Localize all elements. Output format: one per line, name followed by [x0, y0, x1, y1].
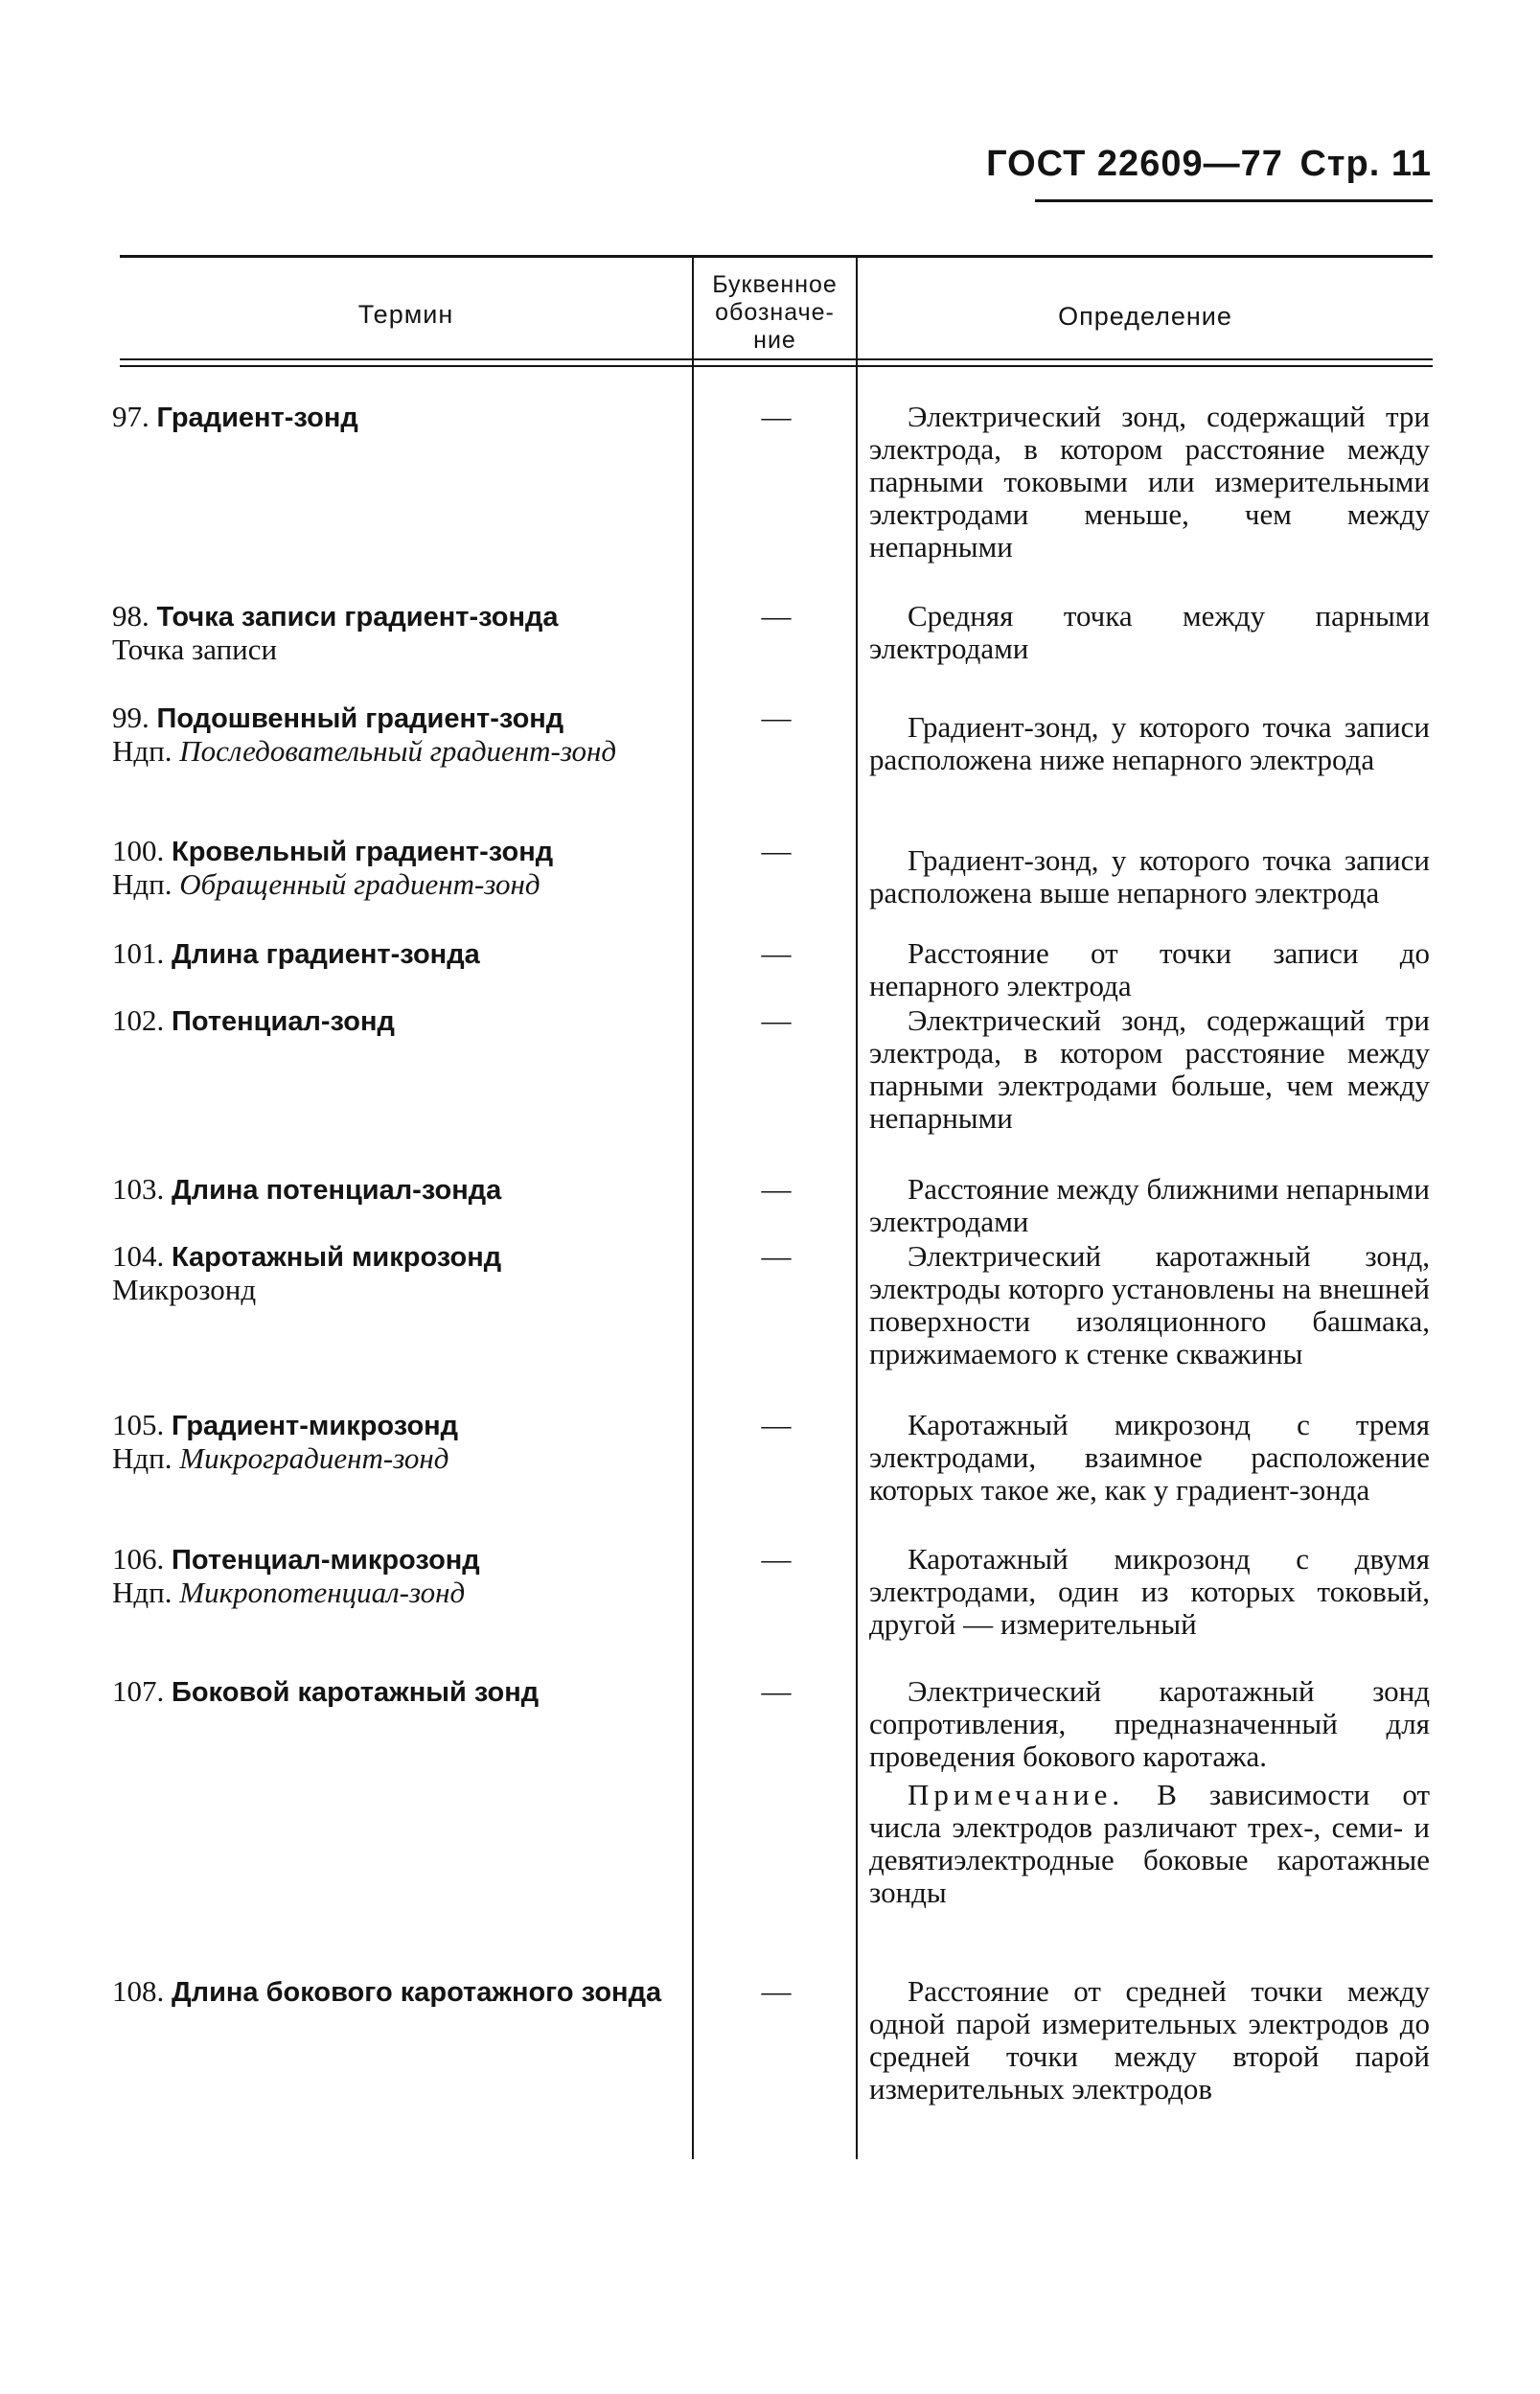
term-name: Длина градиент-зонда	[172, 939, 480, 970]
definition-cell: Градиент-зонд, у которого точка записи расположена ниже непарного электрода	[869, 710, 1430, 776]
term-synonym: Точка записи	[112, 633, 278, 666]
table-top-rule	[120, 255, 1433, 258]
term-cell	[112, 1543, 672, 1609]
term-synonym: Микрозонд	[112, 1273, 257, 1306]
definition-cell: Каротажный микрозонд с двумя электродами, один из которых токовый, другой — измерительный	[869, 1542, 1430, 1641]
term-number: 105.	[112, 1408, 165, 1441]
term-name: Потенциал-зонд	[172, 1006, 395, 1037]
note-label: Примечание.	[908, 1778, 1125, 1811]
ndp-value: Микропотенциал-зонд	[179, 1576, 466, 1609]
term-number: 107.	[112, 1674, 165, 1708]
symbol-cell: —	[761, 701, 792, 734]
term-number: 106.	[112, 1542, 165, 1576]
term-cell	[112, 401, 672, 434]
note-text: В зависимости от числа электродов различают трех-, семи- и девятиэлектродные боковые каротажные зонды	[869, 1778, 1430, 1909]
term-name: Боковой каротажный зонд	[172, 1677, 540, 1708]
term-name: Каротажный микрозонд	[172, 1242, 502, 1273]
symbol-cell: —	[761, 1542, 792, 1576]
term-number: 102.	[112, 1003, 165, 1037]
column-divider-1	[692, 257, 694, 2159]
term-name: Градиент-зонд	[156, 403, 358, 433]
definition-cell: Средняя точка между парными электродами	[869, 599, 1430, 665]
term-ndp	[112, 868, 672, 901]
term-number: 100.	[112, 834, 165, 867]
term-name: Точка записи градиент-зонда	[156, 602, 559, 633]
page-number: Стр. 11	[1299, 144, 1432, 184]
definition-cell: Каротажный микрозонд с тремя электродами, взаимное расположение которых такое же, как у градиент-зонда	[869, 1408, 1430, 1507]
term-cell	[112, 702, 672, 768]
ndp-label: Ндп.	[112, 867, 172, 901]
definition-note	[869, 1779, 1430, 1909]
definition-cell: Электрический зонд, содержащий три электрода, в котором расстояние между парными токовыми или измерительными электродами меньше, чем между непарными	[869, 400, 1430, 564]
term-name: Потенциал-микрозонд	[172, 1545, 480, 1576]
symbol-cell: —	[761, 936, 792, 970]
ndp-label: Ндп.	[112, 1441, 172, 1475]
definition-cell: Электрический каротажный зонд, электроды которго установлены на внешней поверхности изоляционного башмака, прижимаемого к стенке скважины	[869, 1239, 1430, 1370]
term-ndp	[112, 1442, 672, 1475]
term-number: 104.	[112, 1239, 165, 1273]
term-number: 103.	[112, 1172, 165, 1206]
term-cell	[112, 1975, 672, 2009]
column-header-term: Термин	[357, 300, 454, 329]
term-number: 99.	[112, 701, 149, 734]
term-ndp	[112, 1577, 672, 1609]
term-number: 97.	[112, 400, 149, 433]
definition-text: Электрический каротажный зонд сопротивления, предназначенный для проведения бокового каротажа.	[869, 1674, 1430, 1773]
column-header-definition: Определение	[1058, 302, 1232, 331]
ndp-value: Микроградиент-зонд	[179, 1441, 449, 1475]
definition-cell: Электрический зонд, содержащий три электрода, в котором расстояние между парными электродами больше, чем между непарными	[869, 1003, 1430, 1135]
table-header-rule-2	[120, 365, 1433, 367]
term-cell	[112, 835, 672, 901]
standard-number: ГОСТ 22609—77	[986, 144, 1283, 184]
symbol-cell: —	[761, 1974, 792, 2008]
definition-cell	[869, 1675, 1430, 1909]
symbol-cell: —	[761, 834, 792, 867]
term-cell	[112, 1173, 672, 1207]
ndp-label: Ндп.	[112, 1576, 172, 1609]
term-cell	[112, 1409, 672, 1475]
term-cell	[112, 1004, 672, 1038]
symbol-cell: —	[761, 400, 792, 433]
term-name: Кровельный градиент-зонд	[172, 837, 554, 867]
term-cell	[112, 600, 672, 666]
term-name: Длина потенциал-зонда	[172, 1175, 502, 1206]
symbol-cell: —	[761, 1003, 792, 1037]
definition-cell: Расстояние от точки записи до непарного электрода	[869, 936, 1430, 1002]
term-number: 101.	[112, 936, 165, 970]
term-name: Длина бокового каротажного зонда	[172, 1977, 662, 2008]
ndp-value: Обращенный градиент-зонд	[179, 867, 540, 901]
header-underline	[1035, 199, 1433, 202]
symbol-cell: —	[761, 1172, 792, 1206]
term-name: Подошвенный градиент-зонд	[156, 703, 564, 734]
definition-cell: Расстояние между ближними непарными электродами	[869, 1172, 1430, 1238]
symbol-cell: —	[761, 1408, 792, 1441]
term-cell	[112, 937, 672, 971]
page-header	[980, 144, 1432, 185]
term-number: 108.	[112, 1974, 165, 2008]
definition-cell: Градиент-зонд, у которого точка записи расположена выше непарного электрода	[869, 843, 1430, 909]
term-ndp	[112, 735, 672, 768]
column-header-symbol-text: Буквенное обозначе-ние	[712, 271, 838, 354]
column-divider-2	[856, 257, 858, 2159]
symbol-cell: —	[761, 599, 792, 633]
term-name: Градиент-микрозонд	[172, 1411, 459, 1441]
ndp-label: Ндп.	[112, 734, 172, 768]
definition-cell: Расстояние от средней точки между одной парой измерительных электродов до средней точки между второй парой измерительных электродов	[869, 1974, 1430, 2106]
column-header-symbol	[694, 271, 856, 355]
term-number: 98.	[112, 599, 149, 633]
symbol-cell: —	[761, 1239, 792, 1273]
ndp-value: Последовательный градиент-зонд	[179, 734, 617, 768]
term-cell	[112, 1240, 672, 1306]
term-cell	[112, 1675, 672, 1709]
table-header-rule	[120, 358, 1433, 360]
symbol-cell: —	[761, 1674, 792, 1708]
